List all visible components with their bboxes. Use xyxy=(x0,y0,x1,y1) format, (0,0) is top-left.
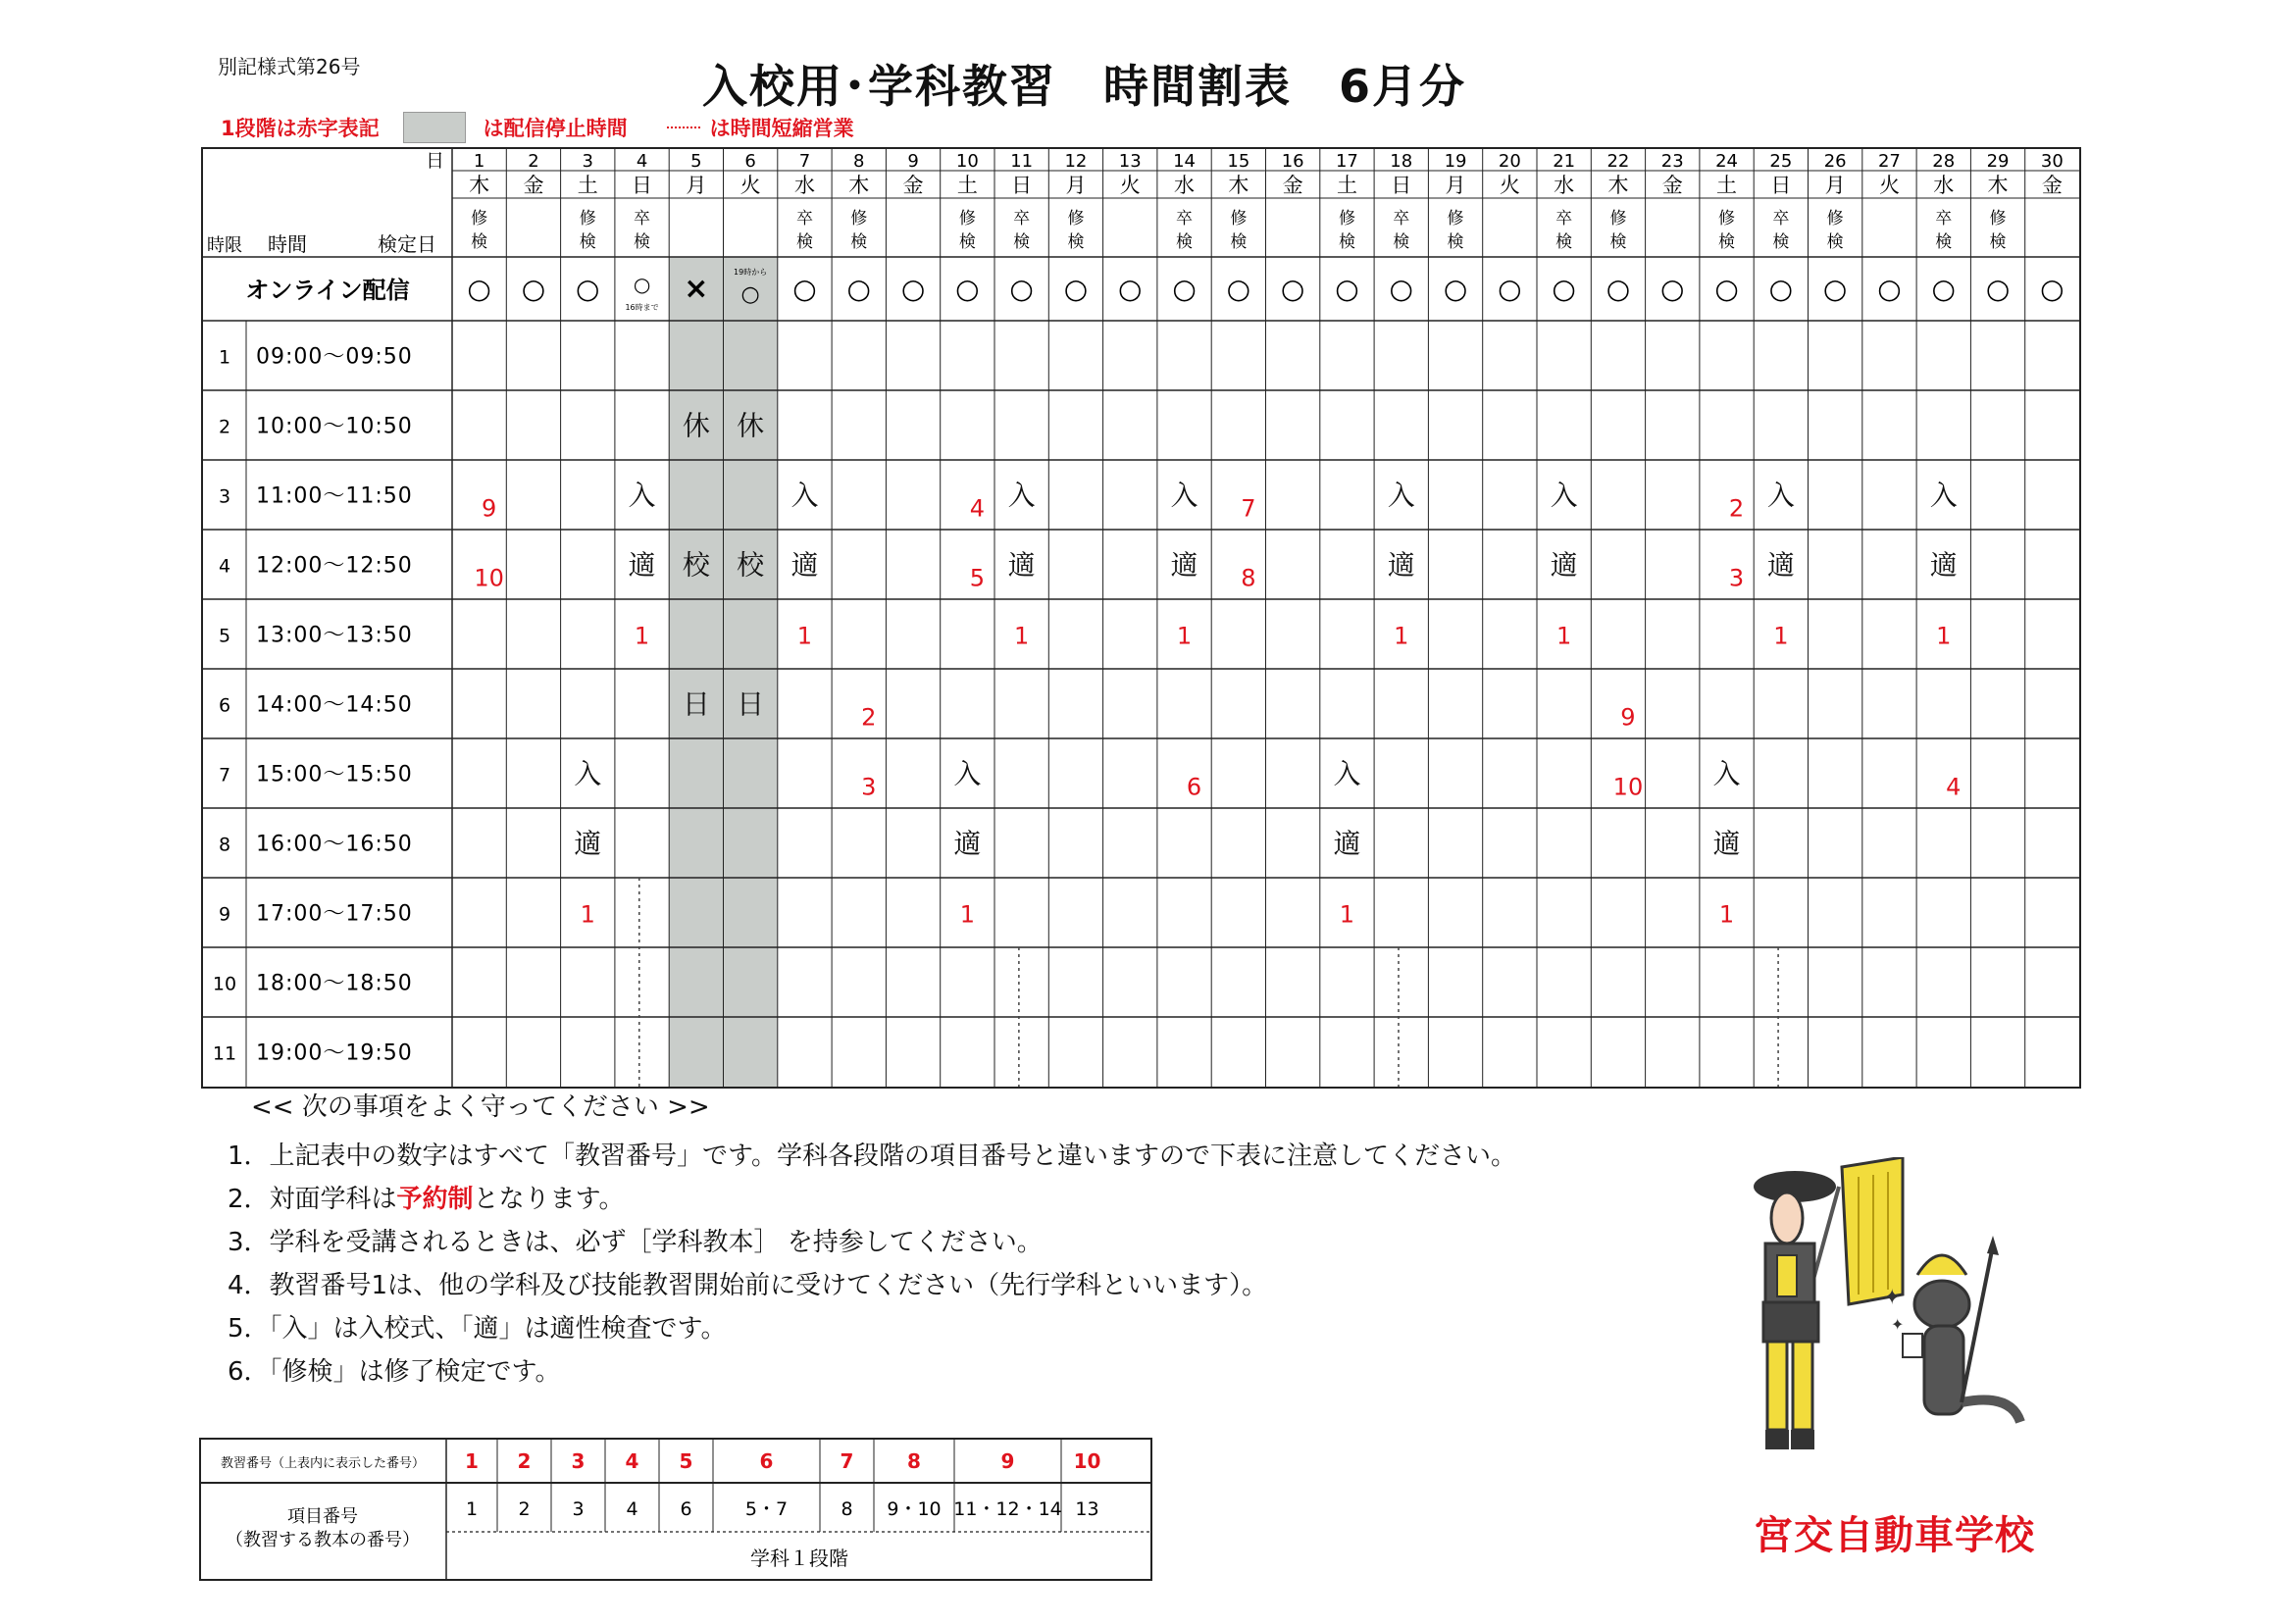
exam-marker: 検 xyxy=(1935,232,1953,252)
weekday: 日 xyxy=(632,174,653,197)
period-time: 15:00〜15:50 xyxy=(256,762,413,787)
lesson-number: 7 xyxy=(1241,494,1256,523)
exam-marker: 検 xyxy=(1067,232,1085,252)
weekday: 土 xyxy=(1336,174,1357,197)
row-label-item-number: （教習する教本の番号） xyxy=(226,1530,420,1550)
lesson-number: 1 xyxy=(634,622,650,650)
notes-heading: << 次の事項をよく守ってください >> xyxy=(251,1092,710,1122)
item-number-cell: 5・7 xyxy=(744,1498,789,1520)
day-number: 26 xyxy=(1823,151,1847,172)
weekday: 水 xyxy=(1174,174,1196,197)
online-mark: ○ xyxy=(1226,273,1251,305)
lesson-number: 2 xyxy=(861,703,877,732)
day-number: 7 xyxy=(798,151,811,172)
note-item xyxy=(228,1308,726,1345)
schedule-mark: 適 xyxy=(574,827,602,860)
period-time: 12:00〜12:50 xyxy=(256,553,413,579)
gray-no-broadcast-column xyxy=(669,257,723,1087)
online-mark: ○ xyxy=(1063,273,1089,305)
schedule-mark: 休 xyxy=(682,409,710,442)
online-mark: ○ xyxy=(1389,273,1413,305)
day-number: 28 xyxy=(1932,151,1956,172)
lesson-number-cell: 5 xyxy=(679,1449,693,1473)
gray-no-broadcast-column xyxy=(724,257,778,1087)
exam-marker: 卒 xyxy=(1555,209,1573,228)
item-number-cell: 8 xyxy=(841,1498,853,1520)
exam-marker: 修 xyxy=(958,209,976,228)
item-number-cell: 13 xyxy=(1075,1498,1099,1520)
period-number: 9 xyxy=(218,903,231,926)
weekday: 木 xyxy=(1228,174,1249,197)
schedule-mark: 入 xyxy=(628,479,656,512)
lesson-number-cell: 6 xyxy=(759,1449,774,1473)
lesson-number: 1 xyxy=(1176,622,1193,650)
lesson-number: 1 xyxy=(580,900,595,929)
lesson-number: 1 xyxy=(1339,900,1355,929)
day-number: 21 xyxy=(1553,151,1576,172)
lesson-number: 1 xyxy=(1556,622,1572,650)
note-item xyxy=(228,1222,1043,1258)
day-number: 16 xyxy=(1281,151,1304,172)
period-number: 6 xyxy=(218,694,231,717)
exam-marker: 卒 xyxy=(1013,209,1031,228)
lesson-number-cell: 4 xyxy=(625,1449,639,1473)
day-number: 18 xyxy=(1390,151,1413,172)
note-item xyxy=(228,1351,560,1388)
online-mark: ○ xyxy=(1660,273,1685,305)
day-number: 14 xyxy=(1173,151,1197,172)
note-text: 5．「入」は入校式、「適」は適性検査です。 xyxy=(228,1314,727,1344)
legend xyxy=(221,110,854,145)
mapping-grid xyxy=(199,1438,1152,1581)
exam-marker: 検 xyxy=(1826,232,1844,252)
weekday: 月 xyxy=(1445,174,1466,197)
period-col-label: 時限 xyxy=(207,235,242,256)
weekday: 月 xyxy=(1065,174,1087,197)
online-mark: ○ xyxy=(1552,273,1576,305)
online-mark: ○ xyxy=(521,273,546,305)
weekday: 土 xyxy=(1716,174,1738,197)
period-number: 5 xyxy=(218,625,231,647)
item-number-cell: 11・12・14 xyxy=(953,1498,1062,1520)
note-item xyxy=(228,1265,1267,1301)
day-number: 6 xyxy=(744,151,756,172)
note-text: 4．教習番号1は、他の学科及び技能教習開始前に受けてください（先行学科といいます）。 xyxy=(228,1271,1268,1300)
day-number: 4 xyxy=(636,151,648,172)
timetable xyxy=(201,147,2081,1089)
schedule-mark: 適 xyxy=(628,548,656,582)
schedule-mark: 適 xyxy=(1170,548,1198,582)
exam-marker: 検 xyxy=(1718,232,1736,252)
schedule-mark: 校 xyxy=(682,548,710,582)
day-number: 13 xyxy=(1118,151,1142,172)
lesson-number: 10 xyxy=(1612,773,1644,801)
exam-marker: 検 xyxy=(1013,232,1031,252)
day-number: 3 xyxy=(582,151,593,172)
lesson-number: 1 xyxy=(1773,622,1789,650)
dotted-line-sample xyxy=(667,127,700,128)
weekday: 金 xyxy=(1282,174,1303,197)
online-mark: ○ xyxy=(846,273,871,305)
exam-marker: 検 xyxy=(1393,232,1410,252)
day-number: 23 xyxy=(1660,151,1684,172)
timetable-grid xyxy=(203,149,2079,1087)
weekday: 日 xyxy=(1770,174,1792,197)
day-number: 11 xyxy=(1010,151,1034,172)
day-header-label: 日 xyxy=(425,150,444,172)
weekday: 月 xyxy=(1824,174,1846,197)
weekday: 木 xyxy=(1987,174,2009,197)
online-row-label: オンライン配信 xyxy=(245,277,410,304)
exam-marker: 検 xyxy=(850,232,868,252)
period-number: 8 xyxy=(218,834,231,856)
day-number: 25 xyxy=(1769,151,1793,172)
stage-label: 学科１段階 xyxy=(750,1547,848,1570)
lesson-number: 6 xyxy=(1186,773,1202,801)
weekday: 水 xyxy=(1933,174,1955,197)
exam-col-label: 検定日 xyxy=(378,232,436,256)
period-number: 2 xyxy=(218,416,231,438)
exam-marker: 検 xyxy=(1447,232,1464,252)
schedule-mark: 入 xyxy=(1170,479,1198,512)
weekday: 日 xyxy=(1011,174,1033,197)
online-mark: ○ xyxy=(1280,273,1305,305)
schedule-mark: 適 xyxy=(953,827,982,860)
period-time: 14:00〜14:50 xyxy=(256,692,413,718)
online-mark: ○ xyxy=(576,273,600,305)
online-mark: ○ xyxy=(740,282,760,307)
exam-marker: 修 xyxy=(1989,209,2007,228)
cat-spear xyxy=(1962,1245,1993,1402)
day-number: 19 xyxy=(1444,151,1467,172)
exam-marker: 卒 xyxy=(1176,209,1194,228)
online-mark: ○ xyxy=(1714,273,1739,305)
exam-marker: 修 xyxy=(850,209,868,228)
lesson-number: 10 xyxy=(474,564,504,592)
schedule-mark: 適 xyxy=(1712,827,1741,860)
mascot-illustration xyxy=(1736,1157,2060,1495)
period-time: 17:00〜17:50 xyxy=(256,901,413,927)
online-note: 16時まで xyxy=(625,303,659,312)
exam-marker: 検 xyxy=(1338,232,1355,252)
online-mark: ○ xyxy=(1009,273,1034,305)
lesson-number: 1 xyxy=(959,900,975,929)
lesson-number: 2 xyxy=(1728,494,1745,523)
period-number: 10 xyxy=(212,973,237,995)
note-text: となります。 xyxy=(473,1185,625,1214)
weekday: 木 xyxy=(1607,174,1629,197)
note-item xyxy=(228,1179,624,1215)
lesson-number: 5 xyxy=(969,564,985,592)
lesson-number: 1 xyxy=(1936,622,1952,650)
legend-red-note: 1段階は赤字表記 xyxy=(221,117,380,140)
online-mark: ○ xyxy=(1443,273,1468,305)
gray-swatch xyxy=(403,112,466,143)
day-number: 29 xyxy=(1986,151,2010,172)
online-mark: ○ xyxy=(1877,273,1902,305)
online-mark: ○ xyxy=(1606,273,1631,305)
item-number-cell: 9・10 xyxy=(887,1498,942,1520)
note-highlight: 予約制 xyxy=(396,1185,474,1214)
weekday: 土 xyxy=(956,174,978,197)
period-time: 11:00〜11:50 xyxy=(256,483,413,509)
period-time: 16:00〜16:50 xyxy=(256,832,413,857)
period-time: 13:00〜13:50 xyxy=(256,623,413,648)
lesson-number: 9 xyxy=(482,494,497,523)
period-time: 10:00〜10:50 xyxy=(256,414,413,439)
lesson-number: 4 xyxy=(1946,773,1962,801)
lesson-number: 3 xyxy=(1728,564,1745,592)
legend-dash-note: は時間短縮営業 xyxy=(709,117,854,140)
exam-marker: 検 xyxy=(1555,232,1573,252)
schedule-mark: 入 xyxy=(1929,479,1958,512)
schedule-mark: 適 xyxy=(1550,548,1578,582)
day-number: 1 xyxy=(473,151,485,172)
lesson-number: 1 xyxy=(1718,900,1735,929)
weekday: 土 xyxy=(577,174,598,197)
exam-marker: 検 xyxy=(958,232,976,252)
online-mark: ○ xyxy=(1118,273,1143,305)
lesson-number: 1 xyxy=(796,622,813,650)
weekday: 火 xyxy=(1878,174,1900,197)
weekday: 火 xyxy=(1119,174,1141,197)
cat-helmet xyxy=(1917,1255,1966,1275)
day-number: 15 xyxy=(1227,151,1250,172)
schedule-mark: 入 xyxy=(1712,757,1741,790)
lesson-number-cell: 2 xyxy=(517,1449,532,1473)
day-number: 27 xyxy=(1877,151,1901,172)
online-mark: ○ xyxy=(1931,273,1956,305)
item-number-cell: 3 xyxy=(572,1498,585,1520)
exam-marker: 卒 xyxy=(795,209,813,228)
note-text: 6．「修検」は修了検定です。 xyxy=(228,1357,561,1387)
exam-marker: 修 xyxy=(1230,209,1248,228)
exam-marker: 検 xyxy=(1230,232,1248,252)
weekday: 金 xyxy=(1661,174,1683,197)
online-mark: ○ xyxy=(467,273,491,305)
online-mark: ○ xyxy=(1172,273,1197,305)
schedule-mark: 入 xyxy=(574,757,602,790)
schedule-mark: 入 xyxy=(1007,479,1036,512)
lesson-number: 8 xyxy=(1241,564,1256,592)
online-mark: ○ xyxy=(633,273,651,296)
page-title: 入校用･学科教習 時間割表 6月分 xyxy=(702,60,1467,113)
lesson-number-cell: 9 xyxy=(1000,1449,1015,1473)
row-label-item-number: 項目番号 xyxy=(287,1506,358,1527)
lesson-number: 3 xyxy=(861,773,877,801)
online-mark: ○ xyxy=(792,273,817,305)
weekday: 金 xyxy=(523,174,544,197)
note-text: 1．上記表中の数字はすべて「教習番号」です。学科各段階の項目番号と違いますので下表に注意してください。 xyxy=(228,1142,1516,1171)
exam-marker: 修 xyxy=(1447,209,1464,228)
schedule-mark: 休 xyxy=(737,409,765,442)
schedule-mark: 校 xyxy=(737,548,765,582)
day-number: 12 xyxy=(1064,151,1088,172)
weekday: 水 xyxy=(793,174,815,197)
exam-marker: 修 xyxy=(1718,209,1736,228)
day-number: 20 xyxy=(1498,151,1521,172)
exam-marker: 検 xyxy=(1989,232,2007,252)
school-name: 宮交自動車学校 xyxy=(1754,1513,2035,1558)
weekday: 月 xyxy=(686,174,707,197)
day-number: 10 xyxy=(955,151,979,172)
day-number: 22 xyxy=(1606,151,1630,172)
day-number: 8 xyxy=(853,151,865,172)
day-number: 9 xyxy=(907,151,919,172)
exam-marker: 卒 xyxy=(1935,209,1953,228)
lesson-number: 1 xyxy=(1014,622,1030,650)
lesson-number-cell: 8 xyxy=(907,1449,921,1473)
exam-marker: 検 xyxy=(1772,232,1790,252)
day-number: 30 xyxy=(2040,151,2064,172)
weekday: 日 xyxy=(1391,174,1412,197)
lesson-number-cell: 1 xyxy=(465,1449,479,1473)
period-time: 19:00〜19:50 xyxy=(256,1040,413,1066)
row-label-lesson-number: 教習番号（上表内に表示した番号） xyxy=(220,1456,426,1471)
item-number-cell: 6 xyxy=(680,1498,692,1520)
online-mark: ○ xyxy=(900,273,926,305)
lesson-number-cell: 3 xyxy=(571,1449,586,1473)
online-mark: ○ xyxy=(2040,273,2065,305)
note-text: 3．学科を受講されるときは、必ず［学科教本］ を持参してください。 xyxy=(228,1228,1043,1257)
period-number: 7 xyxy=(218,764,231,787)
period-time: 09:00〜09:50 xyxy=(256,344,413,370)
time-col-label: 時間 xyxy=(268,232,307,256)
day-number: 2 xyxy=(528,151,539,172)
weekday: 木 xyxy=(469,174,490,197)
online-note: 19時から xyxy=(734,268,768,277)
exam-marker: 検 xyxy=(1176,232,1194,252)
lesson-number-cell: 7 xyxy=(840,1449,854,1473)
schedule-mark: 適 xyxy=(790,548,819,582)
note-text: 2．対面学科は xyxy=(228,1185,397,1214)
exam-marker: 修 xyxy=(471,209,488,228)
schedule-mark: 入 xyxy=(953,757,982,790)
item-number-cell: 1 xyxy=(465,1498,479,1520)
online-mark: × xyxy=(684,272,709,306)
schedule-mark: 入 xyxy=(790,479,819,512)
weekday: 火 xyxy=(1499,174,1520,197)
schedule-mark: 入 xyxy=(1387,479,1415,512)
day-number: 5 xyxy=(690,151,702,172)
weekday: 木 xyxy=(848,174,870,197)
exam-marker: 検 xyxy=(579,232,596,252)
online-mark: ○ xyxy=(1498,273,1522,305)
item-number-cell: 2 xyxy=(518,1498,531,1520)
exam-marker: 修 xyxy=(1067,209,1085,228)
exam-marker: 卒 xyxy=(1772,209,1790,228)
schedule-mark: 適 xyxy=(1007,548,1036,582)
weekday: 金 xyxy=(2041,174,2063,197)
online-mark: ○ xyxy=(1768,273,1794,305)
exam-marker: 修 xyxy=(1609,209,1627,228)
period-time: 18:00〜18:50 xyxy=(256,971,413,996)
exam-marker: 修 xyxy=(1338,209,1355,228)
item-number-cell: 4 xyxy=(626,1498,638,1520)
form-number: 別記様式第26号 xyxy=(218,55,361,78)
exam-marker: 検 xyxy=(471,232,488,252)
exam-marker: 修 xyxy=(1826,209,1844,228)
legend-gray-note: は配信停止時間 xyxy=(483,117,628,140)
schedule-mark: 適 xyxy=(1929,548,1958,582)
svg-text:✦: ✦ xyxy=(1891,1315,1905,1334)
exam-marker: 卒 xyxy=(1393,209,1410,228)
exam-marker: 検 xyxy=(634,232,651,252)
online-mark: ○ xyxy=(1985,273,2011,305)
period-number: 4 xyxy=(218,555,231,578)
online-mark: ○ xyxy=(1335,273,1359,305)
svg-text:✦: ✦ xyxy=(1883,1286,1902,1310)
online-mark: ○ xyxy=(1822,273,1848,305)
schedule-mark: 入 xyxy=(1766,479,1795,512)
weekday: 水 xyxy=(1554,174,1575,197)
lesson-number: 4 xyxy=(969,494,985,523)
period-number: 1 xyxy=(218,346,231,369)
lesson-item-mapping-table xyxy=(199,1438,1152,1585)
period-number: 3 xyxy=(218,485,231,508)
schedule-mark: 入 xyxy=(1333,757,1361,790)
period-number: 11 xyxy=(212,1042,237,1065)
weekday: 火 xyxy=(739,174,761,197)
weekday: 金 xyxy=(902,174,924,197)
lesson-number: 9 xyxy=(1620,703,1636,732)
online-mark: ○ xyxy=(955,273,980,305)
lesson-number-cell: 10 xyxy=(1073,1449,1101,1473)
schedule-mark: 日 xyxy=(682,687,710,721)
day-number: 24 xyxy=(1715,151,1739,172)
lesson-number: 1 xyxy=(1394,622,1409,650)
exam-marker: 検 xyxy=(1609,232,1627,252)
day-number: 17 xyxy=(1335,151,1358,172)
note-item xyxy=(228,1136,1516,1172)
schedule-mark: 日 xyxy=(737,687,765,721)
schedule-mark: 適 xyxy=(1333,827,1361,860)
exam-marker: 卒 xyxy=(634,209,651,228)
schedule-mark: 適 xyxy=(1766,548,1795,582)
exam-marker: 修 xyxy=(579,209,596,228)
schedule-mark: 入 xyxy=(1550,479,1578,512)
exam-marker: 検 xyxy=(795,232,813,252)
schedule-mark: 適 xyxy=(1387,548,1415,582)
